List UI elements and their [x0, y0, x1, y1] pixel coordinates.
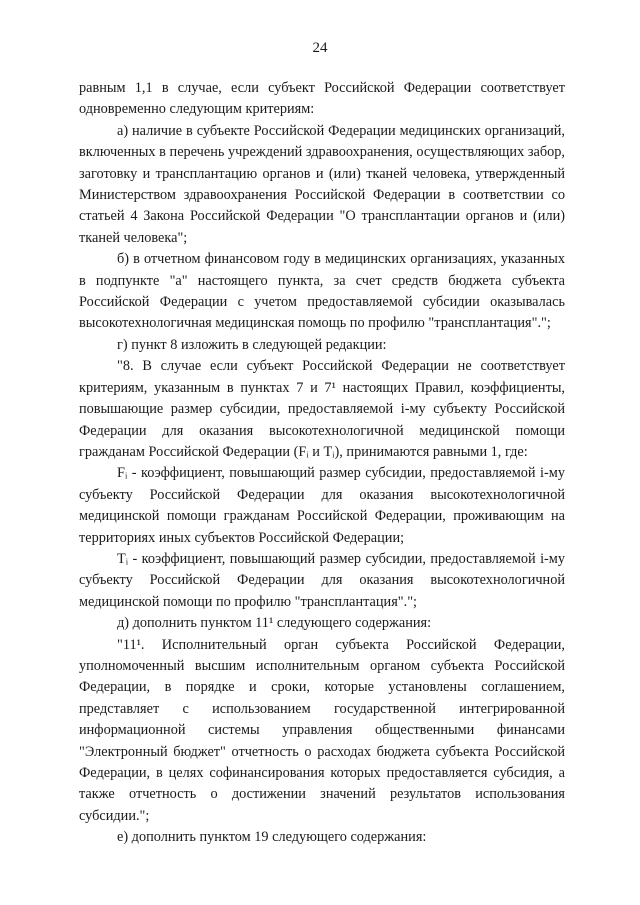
paragraph: г) пункт 8 изложить в следующей редакции: [117, 336, 387, 353]
paragraph: е) дополнить пунктом 19 следующего содержания: [117, 829, 427, 846]
paragraph: "11¹. Исполнительный орган субъекта Российской Федерации, уполномоченный высшим исполнительным органом субъекта Российской Федерации, в порядке и сроки, которые установлены соглашением, представляет с использованием государственной интегрированной информационной системы управления общественными финансами "Электронный бюджет" отчетность о расходах бюджета субъекта Российской Федерации, в целях софинансирования которых предоставляется субсидия, а также отчетность о достижении значений результатов использования субсидии."; [79, 636, 565, 824]
paragraph: равным 1,1 в случае, если субъект Российской Федерации соответствует одновременно следующим критериям: [79, 80, 565, 118]
paragraph: а) наличие в субъекте Российской Федерации медицинских организаций, включенных в перечень учреждений здравоохранения, осуществляющих забор, заготовку и трансплантацию органов и (или) тканей человека, утвержденный Министерством здравоохранения Российской Федерации в соответствии со статьей 4 Закона Российской Федерации "О трансплантации органов и (или) тканей человека"; [79, 122, 565, 246]
paragraph: "8. В случае если субъект Российской Федерации не соответствует критериям, указанным в пунктах 7 и 7¹ настоящих Правил, коэффициенты, повышающие размер субсидии, предоставляемой i-му субъекту Российской Федерации для оказания высокотехнологичной медицинской помощи гражданам Российской Федерации (Fᵢ и Tᵢ), принимаются равными 1, где: [79, 358, 565, 460]
paragraph: Fᵢ - коэффициент, повышающий размер субсидии, предоставляемой i-му субъекту Российской Федерации для оказания высокотехнологичной медицинской помощи гражданам Российской Федерации, проживающим на территориях иных субъектов Российской Федерации; [79, 465, 565, 546]
paragraph: Tᵢ - коэффициент, повышающий размер субсидии, предоставляемой i-му субъекту Российской Федерации для оказания высокотехнологичной медицинской помощи по профилю "трансплантация"."; [79, 550, 565, 610]
paragraph: б) в отчетном финансовом году в медицинских организациях, указанных в подпункте "а" настоящего пункта, за счет средств бюджета субъекта Российской Федерации с учетом предоставляемой субсидии оказывалась высокотехнологичная медицинская помощь по профилю "трансплантация"."; [79, 251, 565, 332]
page-number: 24 [312, 40, 328, 56]
document-body [79, 78, 565, 849]
paragraph: д) дополнить пунктом 11¹ следующего содержания: [117, 615, 432, 632]
